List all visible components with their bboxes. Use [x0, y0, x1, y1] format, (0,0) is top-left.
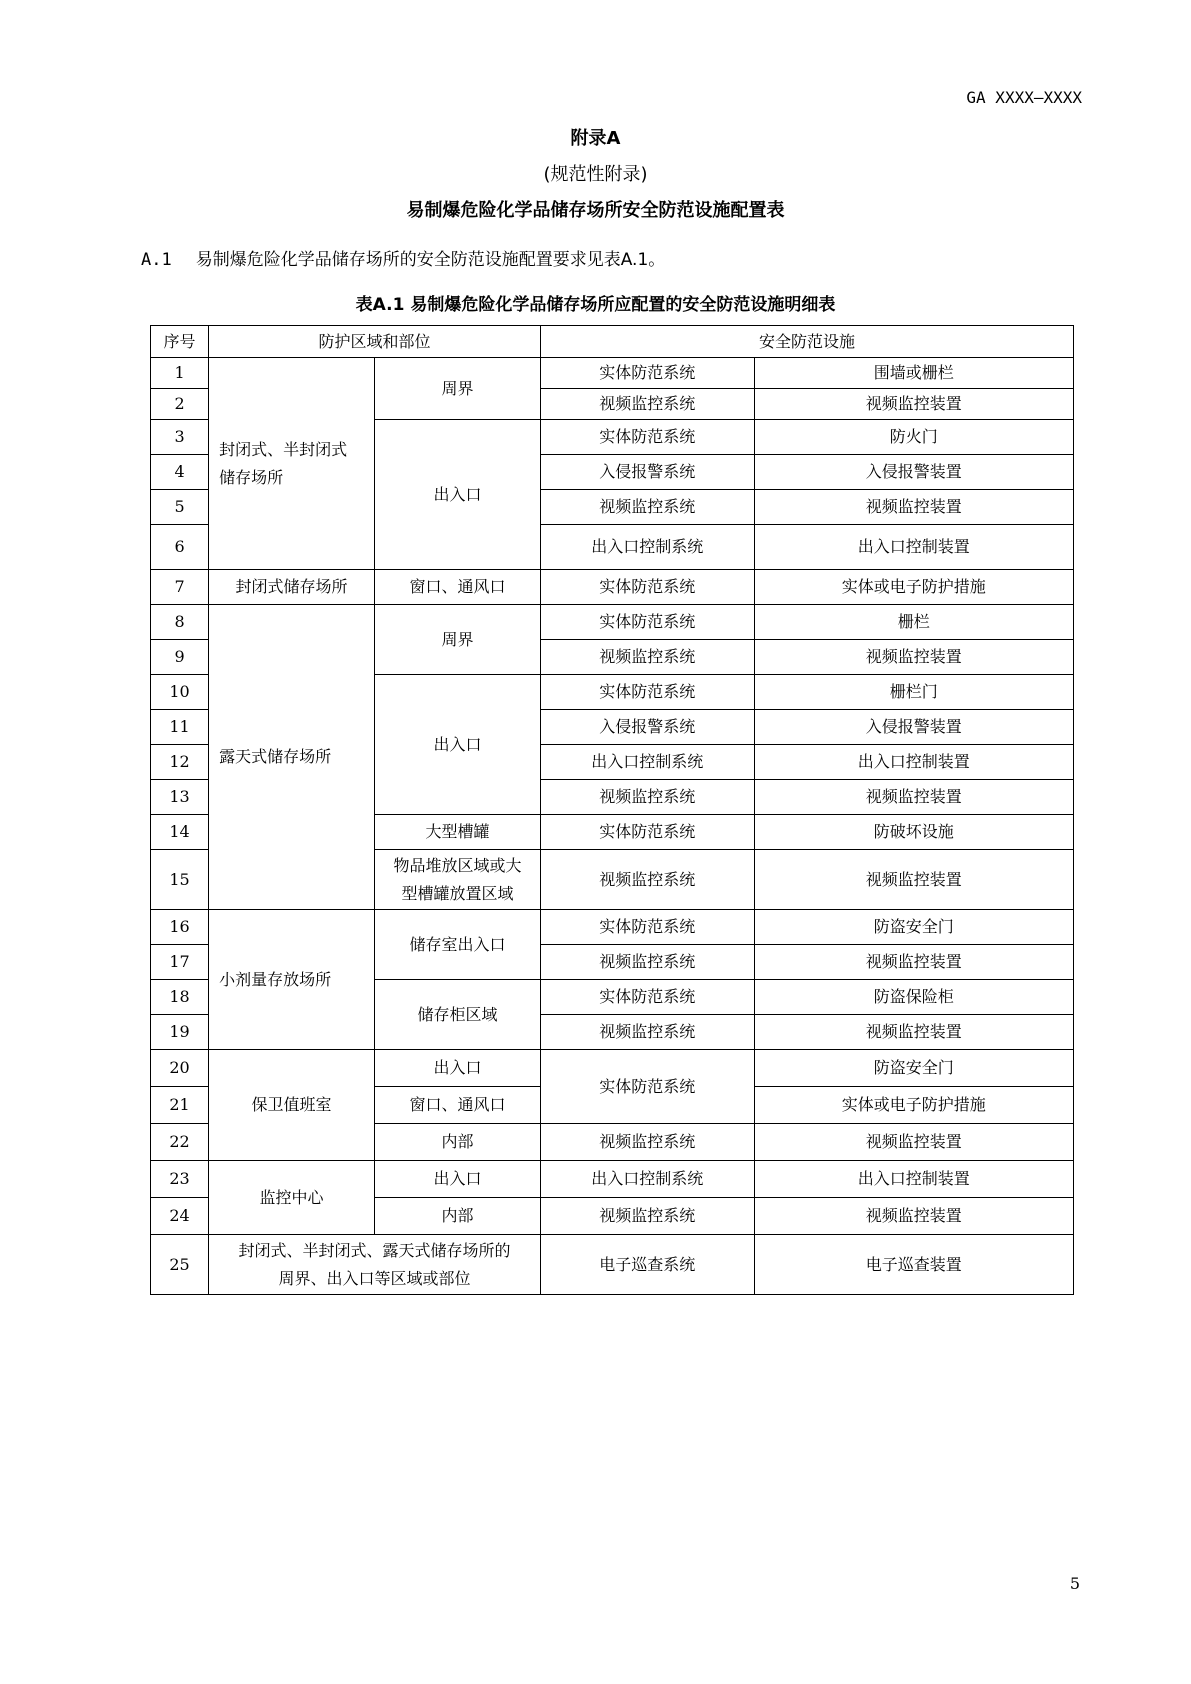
system-cell: 出入口控制系统 [540, 1161, 754, 1198]
seq-cell: 1 [151, 358, 209, 389]
standard-number: GA XXXX—XXXX [966, 88, 1082, 107]
table-row [151, 1161, 1074, 1198]
system-cell: 视频监控系统 [540, 850, 754, 910]
system-cell: 视频监控系统 [540, 490, 754, 525]
device-cell: 出入口控制装置 [754, 745, 1073, 780]
seq-cell: 22 [151, 1124, 209, 1161]
system-cell: 实体防范系统 [540, 815, 754, 850]
device-cell: 视频监控装置 [754, 640, 1073, 675]
table-row [151, 910, 1074, 945]
system-cell: 出入口控制系统 [540, 745, 754, 780]
device-cell: 栅栏门 [754, 675, 1073, 710]
part-cell: 内部 [374, 1124, 540, 1161]
system-cell: 视频监控系统 [540, 945, 754, 980]
system-cell: 入侵报警系统 [540, 455, 754, 490]
part-cell: 周界 [374, 605, 540, 675]
seq-cell: 5 [151, 490, 209, 525]
system-cell: 实体防范系统 [540, 910, 754, 945]
seq-cell: 25 [151, 1235, 209, 1295]
seq-cell: 24 [151, 1198, 209, 1235]
device-cell: 防盗安全门 [754, 1050, 1073, 1087]
table-row [151, 1050, 1074, 1087]
device-cell: 视频监控装置 [754, 850, 1073, 910]
group-cell: 封闭式储存场所 [209, 570, 375, 605]
seq-cell: 7 [151, 570, 209, 605]
part-cell: 出入口 [374, 1050, 540, 1087]
appendix-title: 附录A [570, 128, 621, 149]
system-cell: 实体防范系统 [540, 980, 754, 1015]
part-cell: 内部 [374, 1198, 540, 1235]
system-cell: 实体防范系统 [540, 570, 754, 605]
group-cell: 露天式储存场所 [209, 605, 375, 910]
device-cell: 出入口控制装置 [754, 525, 1073, 570]
seq-cell: 19 [151, 1015, 209, 1050]
device-cell: 防破坏设施 [754, 815, 1073, 850]
seq-cell: 3 [151, 420, 209, 455]
seq-cell: 16 [151, 910, 209, 945]
device-cell: 实体或电子防护措施 [754, 570, 1073, 605]
device-cell: 防盗保险柜 [754, 980, 1073, 1015]
seq-cell: 20 [151, 1050, 209, 1087]
part-cell: 出入口 [374, 1161, 540, 1198]
header-area: 防护区域和部位 [209, 326, 541, 358]
system-cell: 电子巡查系统 [540, 1235, 754, 1295]
system-cell: 视频监控系统 [540, 780, 754, 815]
seq-cell: 18 [151, 980, 209, 1015]
table-row [151, 358, 1074, 389]
seq-cell: 6 [151, 525, 209, 570]
group-cell: 小剂量存放场所 [209, 910, 375, 1050]
part-cell: 储存柜区域 [374, 980, 540, 1050]
seq-cell: 21 [151, 1087, 209, 1124]
device-cell: 围墙或栅栏 [754, 358, 1073, 389]
device-cell: 视频监控装置 [754, 1015, 1073, 1050]
system-cell: 实体防范系统 [540, 420, 754, 455]
table-row [151, 570, 1074, 605]
system-cell: 实体防范系统 [540, 358, 754, 389]
seq-cell: 15 [151, 850, 209, 910]
device-cell: 视频监控装置 [754, 945, 1073, 980]
device-cell: 视频监控装置 [754, 780, 1073, 815]
device-cell: 出入口控制装置 [754, 1161, 1073, 1198]
part-cell: 物品堆放区域或大 型槽罐放置区域 [374, 850, 540, 910]
device-cell: 实体或电子防护措施 [754, 1087, 1073, 1124]
part-cell: 储存室出入口 [374, 910, 540, 980]
system-cell: 实体防范系统 [540, 1050, 754, 1124]
page-number: 5 [1069, 1574, 1080, 1593]
system-cell: 视频监控系统 [540, 1198, 754, 1235]
table-row [151, 605, 1074, 640]
device-cell: 栅栏 [754, 605, 1073, 640]
system-cell: 实体防范系统 [540, 605, 754, 640]
table-header-row [151, 326, 1074, 358]
seq-cell: 2 [151, 389, 209, 420]
part-cell: 出入口 [374, 675, 540, 815]
clause-number: A.1 [141, 250, 172, 270]
system-cell: 视频监控系统 [540, 1124, 754, 1161]
facility-config-table [150, 325, 1074, 1295]
header-facility: 安全防范设施 [540, 326, 1073, 358]
appendix-type: (规范性附录) [543, 164, 648, 185]
part-cell: 窗口、通风口 [374, 1087, 540, 1124]
system-cell: 视频监控系统 [540, 1015, 754, 1050]
table-caption: 表A.1 易制爆危险化学品储存场所应配置的安全防范设施明细表 [355, 295, 836, 315]
seq-cell: 13 [151, 780, 209, 815]
group-cell: 保卫值班室 [209, 1050, 375, 1161]
group-cell: 封闭式、半封闭式、露天式储存场所的 周界、出入口等区域或部位 [209, 1235, 541, 1295]
device-cell: 入侵报警装置 [754, 710, 1073, 745]
table-row [151, 1235, 1074, 1295]
device-cell: 视频监控装置 [754, 389, 1073, 420]
seq-cell: 14 [151, 815, 209, 850]
part-cell: 大型槽罐 [374, 815, 540, 850]
seq-cell: 12 [151, 745, 209, 780]
seq-cell: 11 [151, 710, 209, 745]
device-cell: 视频监控装置 [754, 490, 1073, 525]
group-cell: 封闭式、半封闭式 储存场所 [209, 358, 375, 570]
device-cell: 入侵报警装置 [754, 455, 1073, 490]
seq-cell: 9 [151, 640, 209, 675]
system-cell: 出入口控制系统 [540, 525, 754, 570]
device-cell: 视频监控装置 [754, 1124, 1073, 1161]
header-seq: 序号 [151, 326, 209, 358]
clause-a1 [141, 245, 665, 270]
system-cell: 入侵报警系统 [540, 710, 754, 745]
device-cell: 电子巡查装置 [754, 1235, 1073, 1295]
system-cell: 视频监控系统 [540, 389, 754, 420]
system-cell: 实体防范系统 [540, 675, 754, 710]
device-cell: 防火门 [754, 420, 1073, 455]
seq-cell: 10 [151, 675, 209, 710]
clause-text: 易制爆危险化学品储存场所的安全防范设施配置要求见表A.1。 [195, 250, 666, 270]
device-cell: 防盗安全门 [754, 910, 1073, 945]
seq-cell: 8 [151, 605, 209, 640]
seq-cell: 23 [151, 1161, 209, 1198]
device-cell: 视频监控装置 [754, 1198, 1073, 1235]
part-cell: 出入口 [374, 420, 540, 570]
seq-cell: 4 [151, 455, 209, 490]
part-cell: 周界 [374, 358, 540, 420]
seq-cell: 17 [151, 945, 209, 980]
part-cell: 窗口、通风口 [374, 570, 540, 605]
system-cell: 视频监控系统 [540, 640, 754, 675]
group-cell: 监控中心 [209, 1161, 375, 1235]
appendix-subtitle: 易制爆危险化学品储存场所安全防范设施配置表 [406, 200, 785, 221]
